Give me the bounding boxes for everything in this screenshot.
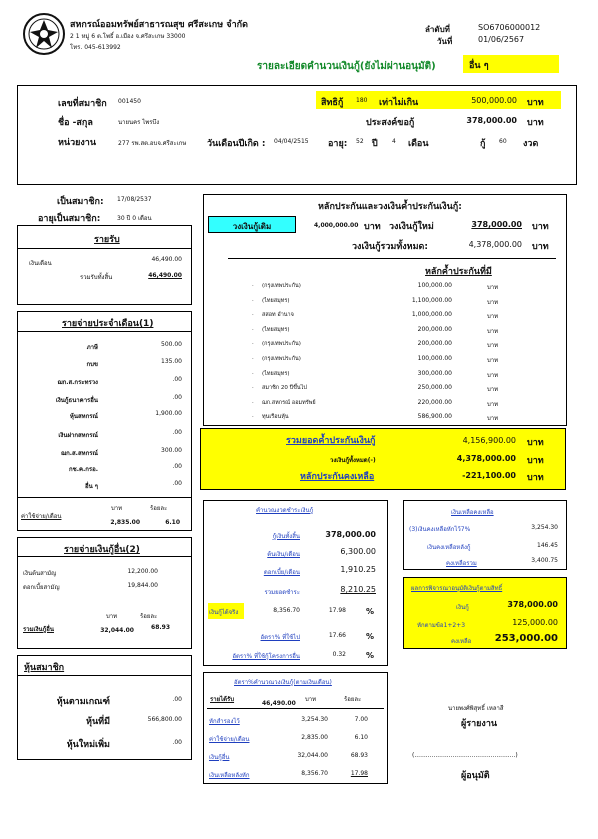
reporter-title: ผู้รายงาน — [461, 719, 498, 729]
calc-ratio1-label: อัตรา% ที่ใช้ไป — [260, 634, 300, 641]
monthly-item-value: .00 — [172, 429, 182, 436]
loan-item-0-value: 12,200.00 — [127, 568, 158, 575]
income-title: รายรับ — [94, 235, 120, 245]
term-unit: งวด — [523, 139, 539, 149]
loan-item-1-value: 19,844.00 — [127, 582, 158, 589]
loan-col-pct: ร้อยละ — [140, 613, 158, 620]
calc-interest-label: ดอกเบี้ย/เดือน — [263, 569, 300, 576]
collateral-item-dot: . — [252, 340, 254, 347]
calc-net-pct-sign: % — [366, 607, 375, 616]
calc-total-value: 8,210.25 — [340, 585, 376, 594]
consider-deduct-label: หักตามข้อ1+2+3 — [417, 622, 466, 629]
ratio-col-baht: บาท — [305, 696, 317, 703]
dob-value: 04/04/2515 — [274, 138, 309, 145]
salary-value: 46,490.00 — [151, 256, 182, 263]
collateral-title: หลักประกันและวงเงินค้ำประกันเงินกู้: — [318, 202, 462, 212]
request-baht: บาท — [527, 118, 544, 128]
collateral-item-baht: บาท — [487, 415, 499, 423]
calc-loan-label: กู้เงินทั้งสิ้น — [272, 533, 300, 540]
monthly-item-label: กช.ค.กรอ. — [68, 466, 98, 473]
monthly-item-label: อื่น ๆ — [84, 483, 98, 490]
loan-total-value: 32,044.00 — [100, 627, 134, 634]
calc-ratio2-pct-sign: % — [366, 651, 375, 660]
member-unit-value: 277 รพ.สต.อบจ.ศรีสะเกษ — [118, 140, 187, 147]
collateral-item-baht: บาท — [487, 313, 499, 321]
collateral-item-label: (ไทยสมุทร) — [262, 370, 290, 377]
collateral-item-baht: บาท — [487, 342, 499, 350]
age-years: 52 — [356, 138, 364, 145]
member-age-label: อายุเป็นสมาชิก: — [38, 214, 101, 224]
collateral-item-value: 200,000.00 — [417, 325, 452, 333]
right-highlight — [316, 91, 561, 109]
collateral-item-value: 1,000,000.00 — [411, 311, 452, 319]
ratio-row-label: เงินกู้อื่น — [209, 754, 230, 761]
collateral-item-value: 300,000.00 — [417, 369, 452, 377]
collateral-item-dot: . — [252, 325, 254, 332]
calc-title: คำนวณงวดชำระเงินกู้ — [256, 507, 314, 514]
monthly-col-pct: ร้อยละ — [150, 505, 168, 512]
new-loan-label: วงเงินกู้ใหม่ — [389, 222, 434, 232]
income-total-value: 46,490.00 — [148, 272, 182, 279]
monthly-item-label: หุ้นสหกรณ์ — [69, 413, 98, 420]
calc-ratio2-value: 0.32 — [332, 651, 346, 658]
date-label: วันที่ — [437, 37, 453, 46]
collateral-item-baht: บาท — [487, 357, 499, 364]
org-address: 2 1 หมู่ 6 ต.โพธิ์ อ.เมือง จ.ศรีสะเกษ 33000 — [70, 33, 186, 40]
calc-principal-label: ต้นเงิน/เดือน — [267, 551, 300, 558]
date-value: 01/06/2567 — [478, 35, 525, 44]
share-1-value: 566,800.00 — [147, 716, 182, 723]
approver-dots: (.....................................................) — [412, 752, 518, 759]
collateral-item-dot: . — [252, 384, 254, 391]
loan-col-baht: บาท — [106, 613, 118, 620]
loan-total-pct: 68.93 — [151, 624, 170, 631]
collateral-item-label: (กรุงเทพประกัน) — [262, 356, 301, 362]
calc-ratio2-label: อัตรา% ที่ใช้กู้โครงการอื่น — [232, 653, 300, 660]
age-year-unit: ปี — [372, 139, 378, 149]
ratio-row-pct: 6.10 — [354, 734, 368, 741]
calc-net-value: 8,356.70 — [273, 607, 300, 614]
monthly-total-label: ค่าใช้จ่าย/เดือน — [21, 513, 62, 520]
share-1-label: หุ้นที่มี — [86, 717, 110, 727]
loan-item-0-label: เงินต้นสามัญ — [23, 570, 57, 577]
request-label: ประสงค์ขอกู้ — [366, 118, 415, 128]
monthly-item-label: ฌก.ส.สหกรณ์ — [60, 450, 98, 457]
monthly-item-label: เงินกู้ธนาคารอื่น — [55, 397, 98, 404]
collateral-item-baht: บาท — [487, 298, 499, 306]
calc-net-pct: 17.98 — [328, 607, 346, 614]
monthly-total-value: 2,835.00 — [110, 519, 140, 526]
since-label: เป็นสมาชิก: — [57, 197, 104, 207]
orig-loan-baht: บาท — [364, 222, 381, 232]
max-label: เท่าไม่เกิน — [379, 98, 419, 108]
collateral-item-dot: . — [252, 296, 254, 303]
monthly-total-pct: 6.10 — [165, 519, 180, 526]
consider-title: ผลการพิจารณาอนุมัติเงินกู้ตามสิทธิ์ — [411, 585, 503, 592]
collateral-item-label: (กรุงเทพประกัน) — [262, 283, 301, 289]
collateral-item-dot: . — [252, 311, 254, 318]
approver-title: ผู้อนุมัติ — [461, 771, 490, 781]
collateral-item-dot: . — [252, 413, 254, 420]
monthly-expense-title: รายจ่ายประจำเดือน(1) — [62, 319, 154, 329]
doc-type: อื่น ๆ — [463, 55, 559, 73]
monthly-item-value: .00 — [172, 463, 182, 470]
collateral-item-label: (กรุงเทพประกัน) — [262, 341, 301, 348]
collateral-item-label: ฌก.สหกรณ์ ออมทรัพย์ — [262, 399, 316, 406]
monthly-item-value: 1,900.00 — [155, 410, 182, 417]
collateral-item-baht: บาท — [487, 371, 499, 379]
age-label: อายุ: — [328, 139, 348, 149]
collateral-item-dot: . — [252, 282, 254, 288]
collateral-item-baht: บาท — [487, 327, 499, 335]
collateral-item-label: (ไทยสมุทร) — [262, 297, 290, 304]
term-label: กู้ — [480, 139, 486, 149]
ratio-row-value: 2,835.00 — [301, 734, 328, 741]
member-age-value: 30 ปี 0 เดือน — [117, 215, 152, 222]
all-loan-label: วงเงินกู้รวมทั้งหมด: — [352, 242, 428, 252]
collateral-item-value: 220,000.00 — [417, 398, 452, 406]
collateral-item-baht: บาท — [487, 386, 499, 394]
org-logo — [22, 12, 66, 56]
collateral-item-label: สสอท อำนาจ — [262, 312, 294, 319]
consider-deduct-value: 125,000.00 — [512, 618, 558, 627]
share-0-label: หุ้นตามเกณฑ์ — [56, 697, 110, 707]
max-baht: บาท — [527, 98, 544, 108]
age-month-unit: เดือน — [408, 139, 429, 149]
member-id-value: 001450 — [118, 98, 141, 105]
ratio-table-title: อัตรา%คำนวณวงเงินกู้(ตามเงินเดือน) — [234, 679, 332, 686]
income-total-label: รวมรับทั้งสิ้น — [80, 274, 113, 281]
collateral-item-label: สมาชิก 20 ปีขึ้นไป — [262, 385, 307, 392]
calc-total-label: รวมยอดชำระ — [264, 589, 300, 596]
ratio-row-value: 32,044.00 — [297, 752, 328, 759]
share-0-value: .00 — [172, 696, 182, 703]
calc-ratio1-pct-sign: % — [366, 632, 375, 641]
ratio-row-label: เงินเหลือหลังหัก — [209, 772, 250, 779]
reporter-name: นายพงศ์พิสุทธิ์ เหลาสี — [448, 705, 504, 712]
max-value: 500,000.00 — [471, 96, 517, 105]
remain-title: เงินเหลือคงเหลือ — [451, 509, 494, 516]
calc-loan-value: 378,000.00 — [325, 530, 376, 539]
request-value: 378,000.00 — [466, 116, 517, 125]
doc-title: รายละเอียดคำนวนเงินกู้(ยังไม่ผ่านอนุมัติ) — [257, 61, 436, 72]
remain-r1-value: 3,254.30 — [531, 524, 558, 531]
remain-r2-value: 146.45 — [537, 542, 558, 549]
remain-r2-label: เงินคงเหลือหลังกู้ — [427, 544, 471, 551]
ratio-row-pct: 7.00 — [354, 716, 368, 723]
ratio-row-label: หักสำรองไว้ — [209, 718, 240, 725]
monthly-item-label: ฌก.ส.กระทรวง — [57, 379, 98, 386]
collateral-item-baht: บาท — [487, 284, 499, 291]
monthly-item-value: .00 — [172, 394, 182, 401]
monthly-item-label: ภาษี — [86, 344, 98, 351]
monthly-item-value: 300.00 — [161, 447, 182, 454]
collateral-sum-label: รวมยอดค้ำประกันเงินกู้ — [286, 436, 376, 446]
collateral-remain-baht: บาท — [527, 473, 544, 483]
right-label: สิทธิกู้ — [321, 98, 344, 108]
remain-r3-value: 3,400.75 — [531, 557, 558, 564]
collateral-item-value: 100,000.00 — [417, 355, 452, 362]
dob-label: วันเดือนปีเกิด : — [207, 139, 266, 149]
monthly-item-value: 500.00 — [161, 341, 182, 348]
orig-loan-label: วงเงินกู้เดิม — [208, 216, 296, 233]
age-months: 4 — [392, 138, 396, 145]
monthly-item-value: .00 — [172, 480, 182, 487]
collateral-remain-value: -221,100.00 — [462, 471, 516, 480]
ratio-col-pct: ร้อยละ — [344, 696, 362, 703]
member-id-label: เลขที่สมาชิก — [58, 99, 107, 109]
monthly-item-value: 135.00 — [161, 358, 182, 365]
calc-principal-value: 6,300.00 — [340, 547, 376, 556]
collateral-sum-value: 4,156,900.00 — [462, 436, 516, 445]
member-name-label: ชื่อ -สกุล — [58, 118, 93, 128]
consider-left-label: คงเหลือ — [451, 638, 472, 645]
consider-loan-label: เงินกู้ — [456, 604, 469, 611]
ratio-row-pct: 68.93 — [350, 752, 368, 759]
collateral-item-baht: บาท — [487, 400, 499, 408]
ratio-income-label: รายได้รับ — [210, 696, 235, 703]
share-2-label: หุ้นใหม่เพิ่ม — [66, 740, 110, 750]
ratio-table-box — [203, 672, 388, 784]
calc-ratio1-value: 17.66 — [328, 632, 346, 639]
loan-total-label: รวมเงินกู้อื่น — [23, 626, 54, 633]
ratio-row-pct: 17.98 — [350, 770, 368, 777]
collateral-list-title: หลักค้ำประกันที่มี — [425, 267, 492, 277]
collateral-item-dot: . — [252, 398, 254, 405]
collateral-all2-value: 4,378,000.00 — [456, 454, 516, 463]
all-loan-baht: บาท — [532, 242, 549, 252]
all-loan-value: 4,378,000.00 — [468, 240, 522, 249]
since-value: 17/08/2537 — [117, 196, 152, 203]
seq-label: ลำดับที่ — [425, 25, 450, 34]
share-2-value: .00 — [172, 739, 182, 746]
loan-item-1-label: ดอกเบี้ยสามัญ — [23, 584, 60, 591]
org-name: สหกรณ์ออมทรัพย์สาธารณสุข ศรีสะเกษ จำกัด — [70, 20, 248, 30]
collateral-all2-baht: บาท — [527, 456, 544, 466]
collateral-item-label: (ไทยสมุทร) — [262, 326, 290, 333]
collateral-item-value: 250,000.00 — [417, 384, 452, 392]
remain-r1-label: (3)เงินคงเหลือหักไว้7% — [409, 526, 471, 533]
member-name-value: นายนคร ไพรบึง — [118, 119, 160, 126]
right-value: 180 — [356, 97, 368, 104]
collateral-sum-baht: บาท — [527, 438, 544, 448]
ratio-row-value: 3,254.30 — [301, 716, 328, 723]
monthly-item-label: กบข — [86, 361, 98, 368]
collateral-item-dot: . — [252, 369, 254, 376]
collateral-item-value: 200,000.00 — [417, 340, 452, 348]
remain-r3-label: คงเหลือรวม — [446, 560, 477, 567]
collateral-item-value: 1,100,000.00 — [411, 296, 452, 304]
monthly-col-baht: บาท — [111, 505, 123, 512]
ratio-row-label: ค่าใช้จ่าย/เดือน — [209, 736, 250, 743]
calc-net-label: เงินกู้ได้จริง — [209, 609, 239, 616]
org-phone: โทร. 045-613992 — [70, 44, 121, 51]
consider-loan-value: 378,000.00 — [507, 600, 558, 609]
consider-left-value: 253,000.00 — [494, 633, 558, 644]
calc-interest-value: 1,910.25 — [340, 565, 376, 574]
shares-title: หุ้นสมาชิก — [24, 663, 65, 673]
collateral-item-label: ทุนเรือนหุ้น — [262, 414, 289, 421]
collateral-item-dot: . — [252, 355, 254, 361]
salary-label: เงินเดือน — [29, 260, 52, 267]
monthly-item-label: เงินฝากสหกรณ์ — [58, 432, 98, 439]
monthly-item-value: .00 — [172, 376, 182, 383]
orig-loan-value: 4,000,000.00 — [314, 222, 359, 229]
term-value: 60 — [499, 138, 507, 145]
collateral-item-value: 586,900.00 — [417, 413, 452, 421]
loan-expense-title: รายจ่ายเงินกู้อื่น(2) — [64, 545, 140, 555]
collateral-item-value: 100,000.00 — [417, 282, 452, 289]
ratio-row-value: 8,356.70 — [301, 770, 328, 777]
member-unit-label: หน่วยงาน — [58, 138, 97, 148]
new-loan-baht: บาท — [532, 222, 549, 232]
collateral-all2-label: วงเงินกู้ทั้งหมด(-) — [330, 457, 376, 464]
collateral-remain-label: หลักประกันคงเหลือ — [300, 472, 375, 482]
seq-value: SO6706000012 — [478, 23, 541, 32]
new-loan-value: 378,000.00 — [471, 220, 522, 229]
ratio-income-value: 46,490.00 — [262, 700, 296, 707]
